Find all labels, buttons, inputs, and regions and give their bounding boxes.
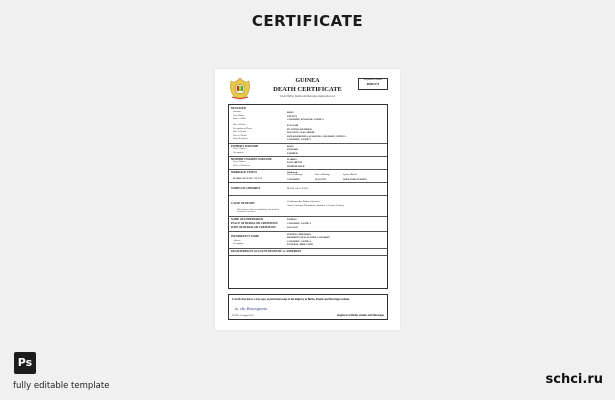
marriage-col-header: Date of Marriage xyxy=(315,174,331,176)
field-value: HOMEMAKER xyxy=(287,164,305,168)
field-value: STEVEN xyxy=(287,114,298,118)
certification-box xyxy=(228,294,388,320)
field-value: 26.12.2017, 21:45, HOME xyxy=(287,131,315,134)
field-label: Occupation xyxy=(233,243,244,245)
field-value: 30.12.2017 xyxy=(287,225,299,229)
registrar-signature: A. de Bourgeois xyxy=(235,306,268,311)
field-label: Given Names xyxy=(233,161,246,163)
field-value: DUBOIS xyxy=(287,217,297,221)
field-value: ROSS xyxy=(287,144,294,148)
section-father: FATHER'S SURNAME xyxy=(231,144,259,148)
document-country: GUINEA xyxy=(295,78,320,84)
marriage-value: WILLIAMS JUDITH xyxy=(343,177,367,181)
field-label: Place of Residence xyxy=(233,164,251,167)
field-label: Place of Birth xyxy=(233,118,246,120)
field-label: First Names xyxy=(233,114,245,117)
field-value: 07.11.1949 xyxy=(287,124,299,127)
registration-number: 00001171 xyxy=(366,82,380,86)
certificate-form xyxy=(228,104,388,289)
cause-line: Acute Coronary Thrombosis, duration 1.5 hours (5 days) xyxy=(287,203,344,207)
document-title: DEATH CERTIFICATE xyxy=(273,86,342,93)
photoshop-icon: Ps xyxy=(14,352,36,374)
divider xyxy=(229,248,387,249)
field-value: PLANTER, RETIRED xyxy=(287,127,312,131)
field-value: RUE KOUKOUBA, KALOUM, CONAKRY, GUINEA xyxy=(287,134,346,138)
marriage-col-header: Spouse Married xyxy=(343,174,357,176)
marriage-value: CONAKRY xyxy=(287,177,300,181)
certification-text: I certify that this is a true copy of particulars kept in the Registry of Births, Deaths and Marriages Guinea xyxy=(232,298,350,301)
section-registered: REGISTERED ON ACCOUNT DEATH BY: A. ANDERSON xyxy=(231,250,302,253)
field-label: Usual Residence xyxy=(233,138,249,140)
children-value: MARY (14.12.1976) xyxy=(287,187,308,190)
field-value: FUNERAL DIRECTOR xyxy=(287,243,313,246)
field-value: EDWARD xyxy=(287,148,299,151)
field-value: FARMER xyxy=(287,151,298,155)
footer-caption: fully editable template xyxy=(13,381,110,391)
field-label: Occupation xyxy=(233,151,244,154)
section-marriage: MARRIAGE STATUS xyxy=(231,170,257,174)
burial-date-label: DATE OF BURIAL OR CREMATION xyxy=(231,225,276,229)
section-undertaker: NAME OF UNDERTAKER xyxy=(231,217,264,221)
registrar-title: Registrar of Births, Deaths and Marriages xyxy=(337,314,384,317)
section-cause: CAUSE OF DEATH xyxy=(231,202,255,205)
certificate-document xyxy=(215,69,400,330)
section-deceased: DECEASED xyxy=(231,107,246,110)
registration-box xyxy=(358,78,388,90)
field-value: CONAKRY, KALOUM, GUINEA xyxy=(287,118,324,121)
section-children: NAMES OF CHILDREN xyxy=(231,187,261,190)
field-label: Occupation at Death xyxy=(233,127,252,130)
field-label: Place of Death xyxy=(233,134,247,137)
burial-place-label: PLACE OF BURIAL OR CREMATION xyxy=(231,222,278,225)
field-label: Date of Death xyxy=(233,131,246,133)
divider xyxy=(229,182,387,183)
registration-label: Registration Number xyxy=(363,79,383,81)
field-value: CONAKRY, GUINEA xyxy=(287,239,311,243)
section-mother: MOTHER'S MAIDEN SURNAME xyxy=(231,157,272,161)
marriage-row-label: MARRIAGE DATE / PLACE xyxy=(233,177,263,180)
cause-note: Other diseases or illnesses contributing to the death but not related to the disease xyxy=(237,209,279,214)
field-value: ELIZABETH xyxy=(287,161,302,164)
certification-date: DATE: 9 August 2017 xyxy=(232,314,255,317)
field-value: HARRIS xyxy=(287,157,297,161)
cause-line: Cardiovascular Failure (chronic) xyxy=(287,200,320,203)
field-value: CONAKRY, GUINEA xyxy=(287,138,311,141)
divider xyxy=(229,195,387,196)
field-value: ROSS xyxy=(287,111,294,114)
field-label: Surname xyxy=(233,111,242,113)
site-name[interactable]: schci.ru xyxy=(545,372,603,387)
marriage-status: Widowed xyxy=(287,170,298,174)
page-title: CERTIFICATE xyxy=(251,12,364,30)
field-value: RESIDENT OF KALOUM, CONAKRY xyxy=(287,236,330,239)
marriage-value: 21.01.1975 xyxy=(315,177,327,181)
document-subtitle: Under Births, Deaths and Marriages Registration Act xyxy=(279,95,336,98)
field-label: Address xyxy=(233,239,241,242)
field-value: JUDITH ANDERSON xyxy=(287,232,311,236)
marriage-col-header: Place of Marriage xyxy=(287,174,303,176)
field-label: Date of Birth xyxy=(233,124,246,126)
section-informant: INFORMANT'S NAME xyxy=(231,235,259,238)
field-value: CONAKRY, GUINEA xyxy=(287,222,311,225)
field-label: Given Names xyxy=(233,148,246,150)
divider xyxy=(229,255,387,256)
